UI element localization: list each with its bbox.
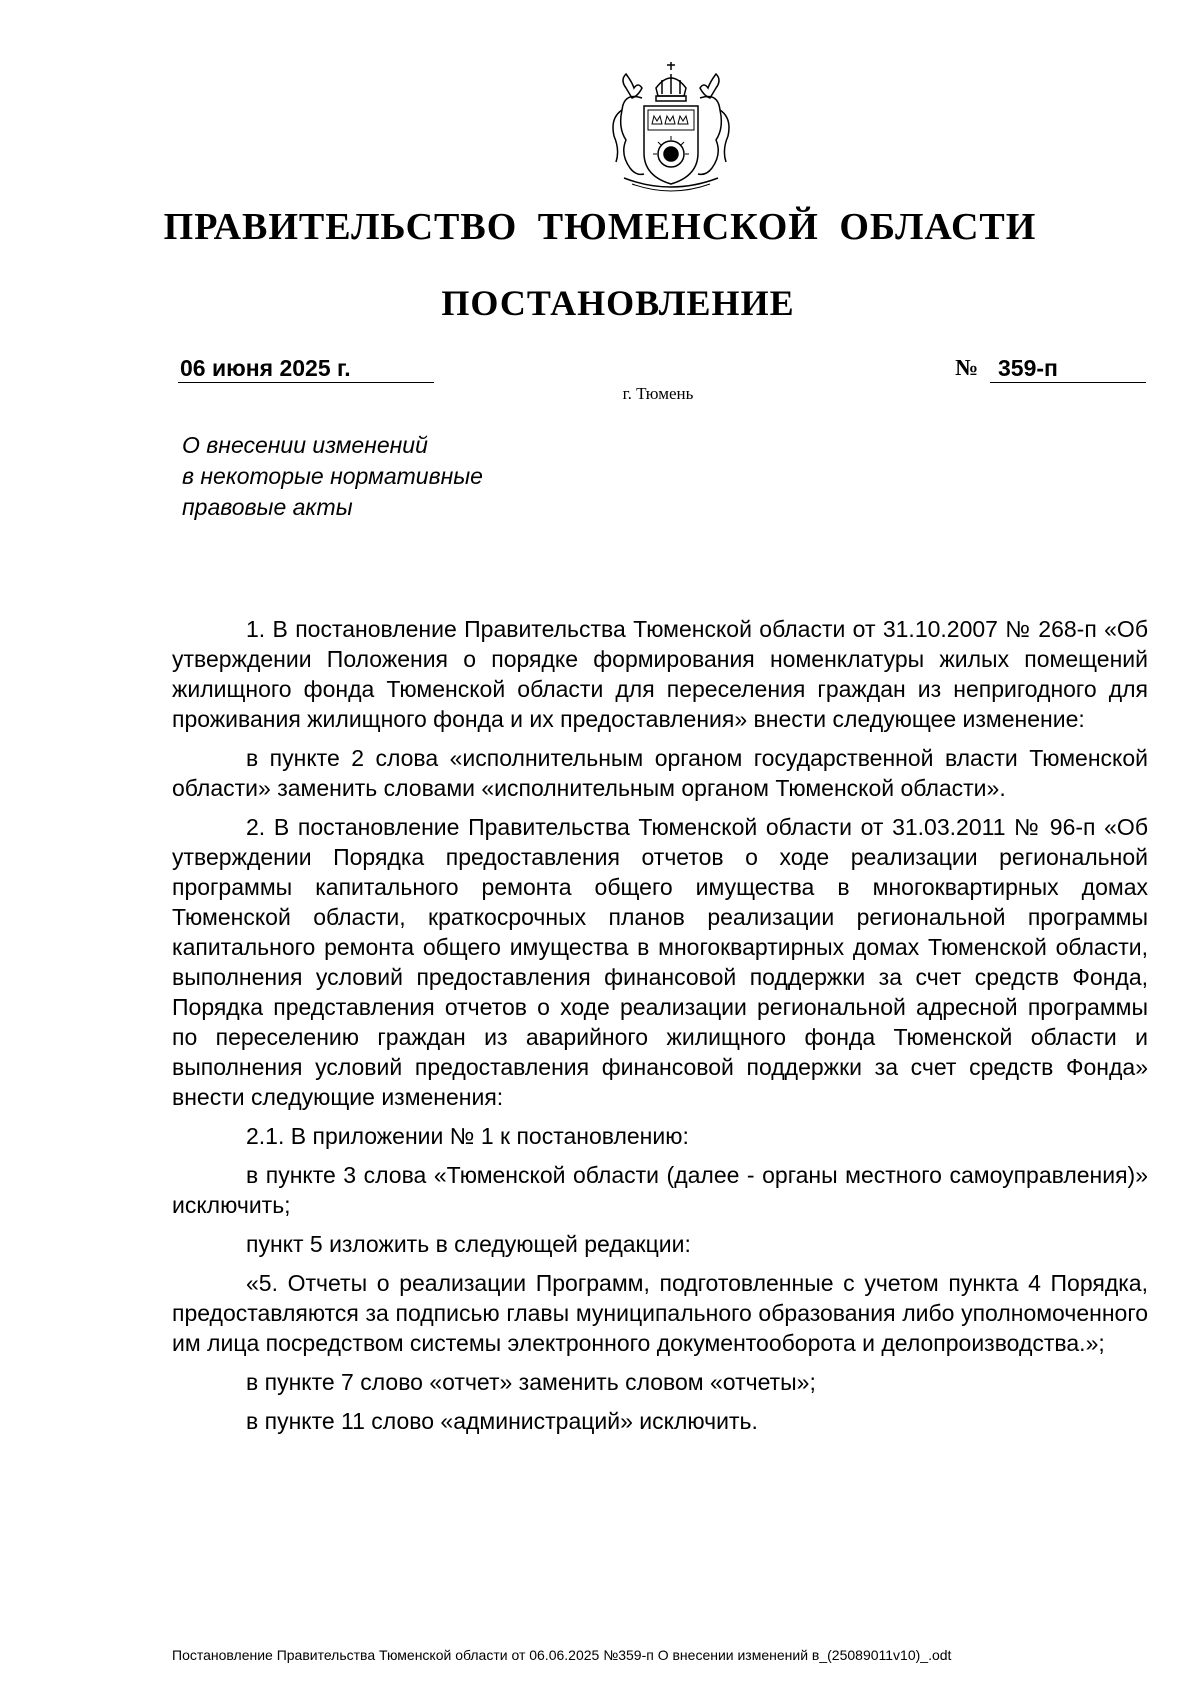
body-paragraph: 2. В постановление Правительства Тюменской области от 31.03.2011 № 96-п «Об утверждении Порядка предоставления отчетов о ходе реализации региональной программы капитального ремонта общего имущества в многоквартирных домах Тюменской области, краткосрочных планов реализации региональной программы капитального ремонта общего имущества в многоквартирных домах Тюменской области, выполнения условий предоставления финансовой поддержки за счет средств Фонда, Порядка представления отчетов о ходе реализации региональной адресной программы по переселению граждан из аварийного жилищного фонда Тюменской области и выполнения условий предоставления финансовой поддержки за счет средств Фонда» внести следующие изменения: xyxy=(172,814,1148,1110)
body-paragraph: в пункте 7 слово «отчет» заменить словом «отчеты»; xyxy=(246,1369,816,1395)
body-paragraph: «5. Отчеты о реализации Программ, подготовленные с учетом пункта 4 Порядка, предоставляются за подписью главы муниципального образования либо уполномоченного им лица посредством системы электронного документооборота и делопроизводства.»; xyxy=(172,1270,1148,1356)
body-paragraph: в пункте 2 слова «исполнительным органом государственной власти Тюменской области» заменить словами «исполнительным органом Тюменской области». xyxy=(172,745,1148,801)
document-subject xyxy=(182,430,602,523)
document-footer: Постановление Правительства Тюменской области от 06.06.2025 №359-п О внесении изменений в_(25089011v10)_.odt xyxy=(172,1647,952,1663)
body-paragraph: 1. В постановление Правительства Тюменской области от 31.10.2007 № 268-п «Об утверждении Положения о порядке формирования номенклатуры жилых помещений жилищного фонда Тюменской области для переселения граждан из непригодного для проживания жилищного фонда и их предоставления» внести следующее изменение: xyxy=(172,616,1148,732)
document-type-title: ПОСТАНОВЛЕНИЕ xyxy=(441,283,795,323)
body-paragraph: в пункте 3 слова «Тюменской области (далее - органы местного самоуправления)» исключить; xyxy=(172,1162,1148,1218)
number-label: № xyxy=(955,355,979,380)
body-paragraph: 2.1. В приложении № 1 к постановлению: xyxy=(246,1123,689,1149)
city-line: г. Тюмень xyxy=(622,384,694,403)
coat-of-arms-icon xyxy=(596,58,746,198)
government-title: ПРАВИТЕЛЬСТВО ТЮМЕНСКОЙ ОБЛАСТИ xyxy=(163,206,1037,248)
document-date: 06 июня 2025 г. xyxy=(178,354,434,383)
subject-line: в некоторые нормативные xyxy=(182,463,483,489)
document-body xyxy=(172,614,1148,1445)
subject-line: О внесении изменений xyxy=(182,432,428,458)
document-number: 359-п xyxy=(990,354,1146,383)
body-paragraph: пункт 5 изложить в следующей редакции: xyxy=(246,1231,691,1257)
subject-line: правовые акты xyxy=(182,494,353,520)
body-paragraph: в пункте 11 слово «администраций» исключить. xyxy=(246,1408,758,1434)
